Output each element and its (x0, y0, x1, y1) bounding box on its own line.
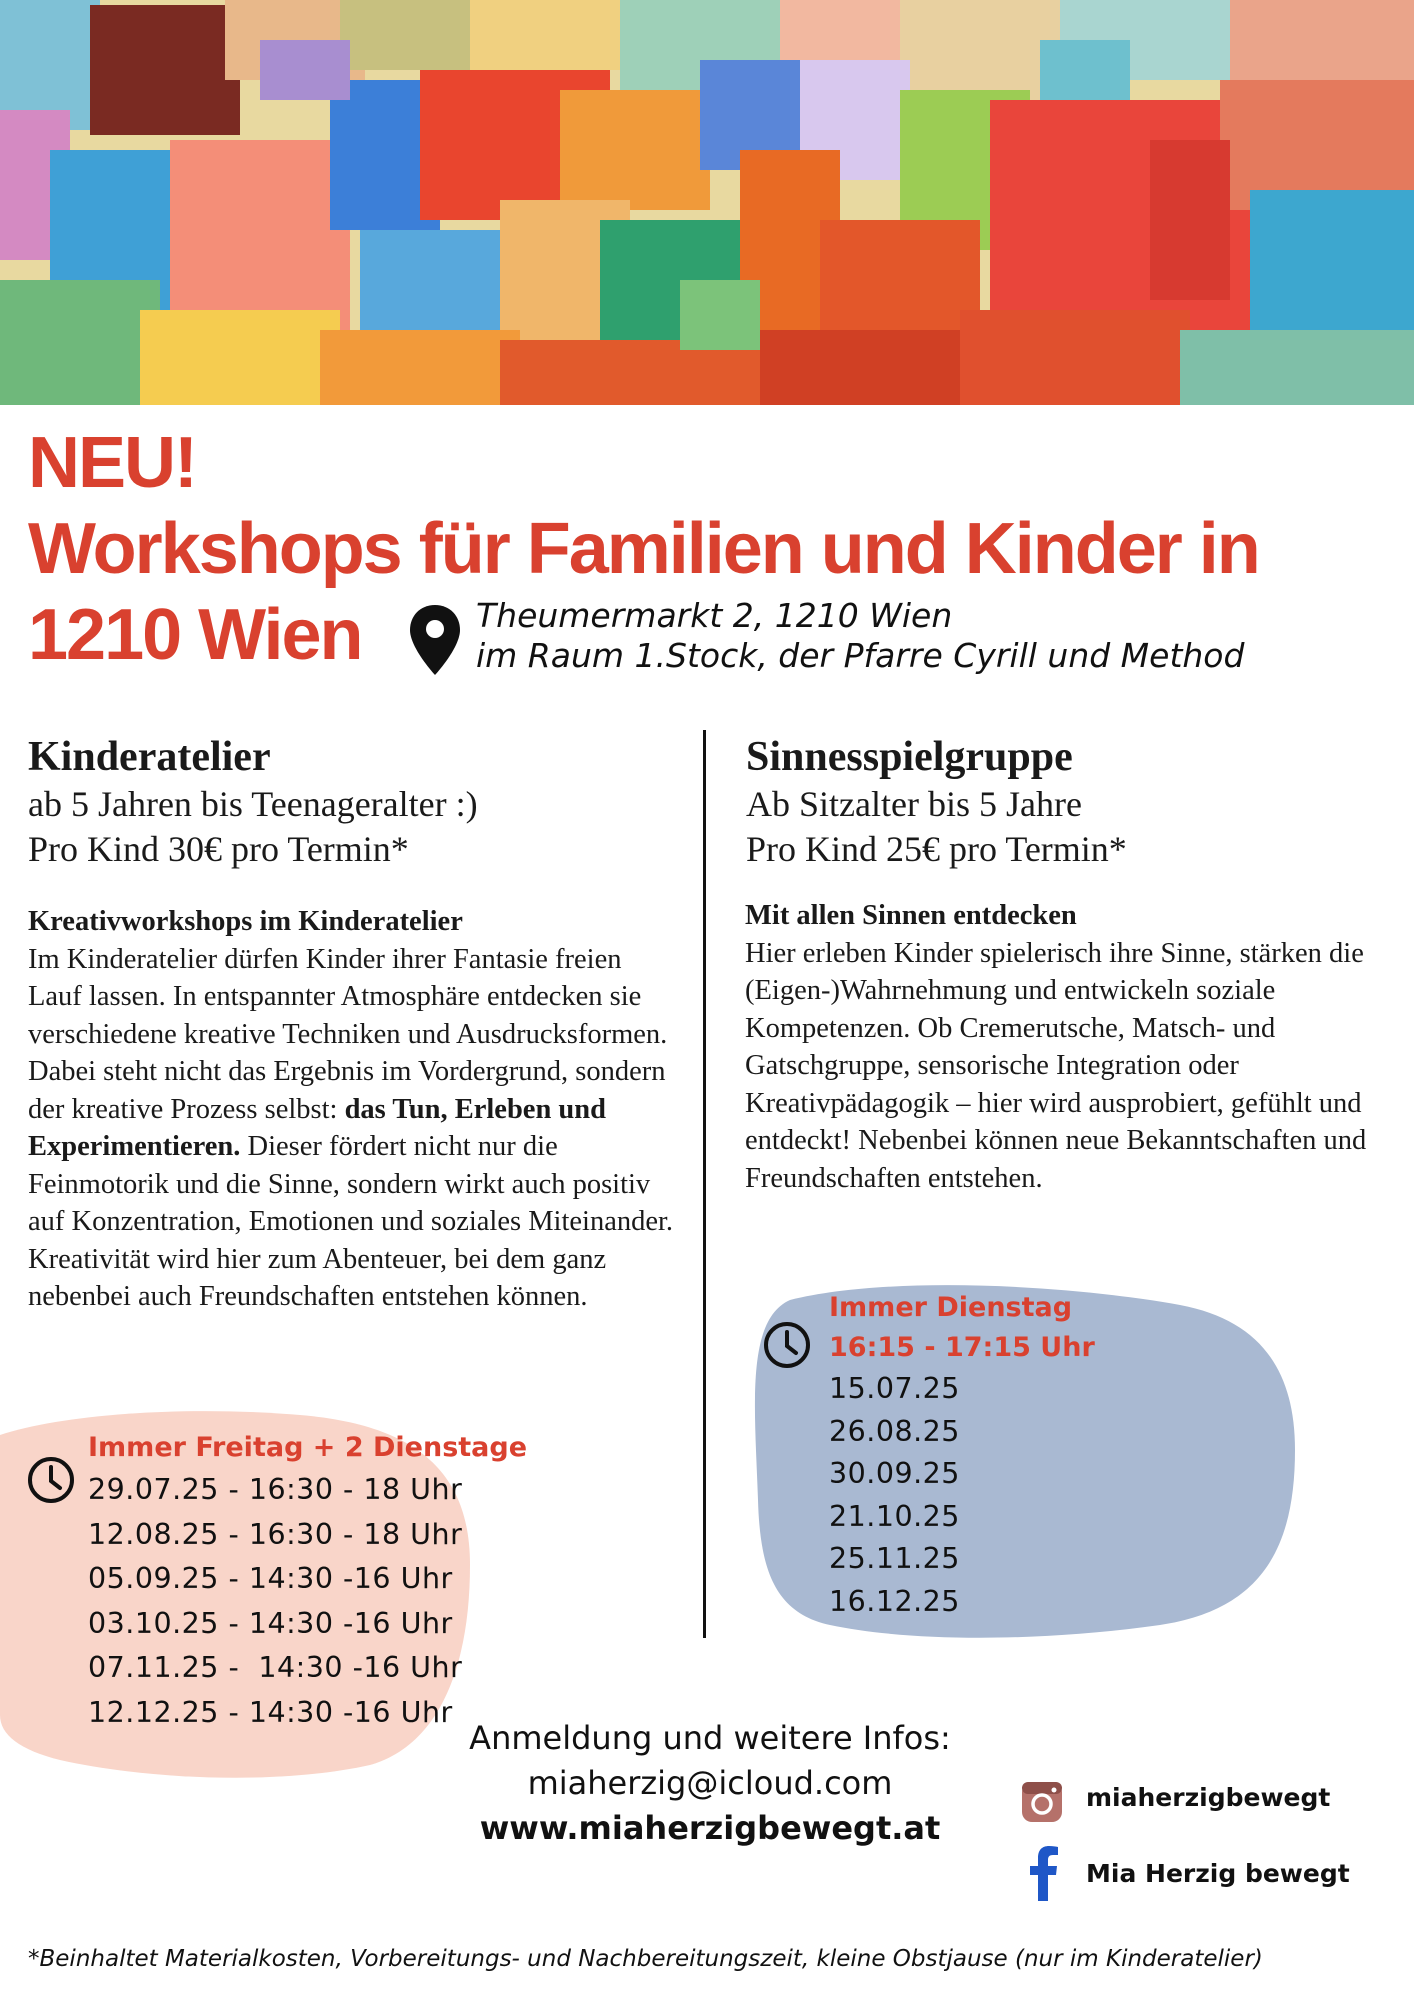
kinderatelier-schedule-heading: Immer Freitag + 2 Dienstage (88, 1432, 528, 1463)
address-line-1: Theumermarkt 2, 1210 Wien (476, 596, 953, 635)
sinnesspielgruppe-schedule-time: 16:15 - 17:15 Uhr (829, 1332, 1095, 1363)
schedule-date: 12.08.25 - 16:30 - 18 Uhr (88, 1517, 463, 1551)
sinnesspielgruppe-age: Ab Sitzalter bis 5 Jahre (746, 784, 1082, 824)
schedule-date: 25.11.25 (829, 1542, 960, 1575)
contact-label: Anmeldung und weitere Infos: (469, 1719, 951, 1757)
kinderatelier-body-post: Dieser fördert nicht nur die Feinmotorik und die Sinne, sondern wirkt auch positiv auf Konzentration, Emotionen und soziales Miteinander. Kreativität wird hier zum Abenteuer, bei dem ganz nebenbei auch Freundschaften entstehen können. (28, 1131, 674, 1312)
sinnesspielgruppe-section (746, 732, 1396, 872)
sinnesspielgruppe-description (745, 897, 1397, 1197)
instagram-icon[interactable] (1020, 1780, 1064, 1829)
sinnesspielgruppe-title: Sinnesspielgruppe (746, 734, 1073, 780)
headline-line-3: 1210 Wien (28, 595, 362, 675)
sinnesspielgruppe-price: Pro Kind 25€ pro Termin* (746, 829, 1127, 869)
schedule-date: 30.09.25 (829, 1457, 960, 1490)
kinderatelier-price: Pro Kind 30€ pro Termin* (28, 829, 409, 869)
clock-icon (762, 1320, 812, 1375)
schedule-date: 03.10.25 - 14:30 -16 Uhr (88, 1606, 453, 1640)
clock-icon (26, 1455, 76, 1510)
kinderatelier-body-bold: das Tun, Erleben und Experimentieren. (28, 1093, 606, 1162)
kinderatelier-body (28, 941, 676, 1316)
schedule-date: 16.12.25 (829, 1584, 960, 1618)
facebook-name[interactable]: Mia Herzig bewegt (1086, 1859, 1350, 1888)
kinderatelier-subtitle: Kreativworkshops im Kinderatelier (28, 906, 463, 937)
contact-email[interactable]: miaherzig@icloud.com (527, 1764, 893, 1802)
contact-info (420, 1716, 1000, 1851)
kinderatelier-schedule (88, 1428, 527, 1735)
headline-line-2: Workshops für Familien und Kinder in (28, 509, 1259, 589)
address (476, 596, 1244, 676)
schedule-date: 21.10.25 (829, 1499, 960, 1533)
schedule-date: 05.09.25 - 14:30 -16 Uhr (88, 1562, 453, 1595)
schedule-date: 15.07.25 (829, 1372, 960, 1405)
header-painting (0, 0, 1414, 405)
column-divider (703, 730, 706, 1638)
kinderatelier-body-pre: Im Kinderatelier dürfen Kinder ihrer Fantasie freien Lauf lassen. In entspannter Atmosphäre entdecken sie verschiedene kreative Techniken und Ausdrucksformen. Dabei steht nicht das Ergebnis im Vordergrund, sondern der kreative Prozess selbst: (28, 943, 668, 1125)
kinderatelier-title: Kinderatelier (28, 734, 271, 780)
schedule-date: 07.11.25 - 14:30 -16 Uhr (88, 1651, 463, 1684)
schedule-date: 12.12.25 - 14:30 -16 Uhr (88, 1695, 453, 1729)
sinnesspielgruppe-subtitle: Mit allen Sinnen entdecken (745, 900, 1077, 931)
sinnesspielgruppe-schedule-day: Immer Dienstag (829, 1292, 1073, 1323)
facebook-icon[interactable] (1028, 1845, 1058, 1906)
footnote: *Beinhaltet Materialkosten, Vorbereitungs- und Nachbereitungszeit, kleine Obstjause (nur im Kinderatelier) (28, 1946, 1263, 1972)
kinderatelier-description (28, 903, 676, 1316)
abstract-painting-image (0, 0, 1414, 405)
sinnesspielgruppe-schedule (829, 1288, 1095, 1623)
schedule-date: 26.08.25 (829, 1414, 960, 1448)
contact-website[interactable]: www.miaherzigbewegt.at (479, 1809, 941, 1847)
kinderatelier-age: ab 5 Jahren bis Teenageralter :) (28, 784, 478, 824)
schedule-date: 29.07.25 - 16:30 - 18 Uhr (88, 1473, 463, 1506)
sinnesspielgruppe-body: Hier erleben Kinder spielerisch ihre Sinne, stärken die (Eigen-)Wahrnehmung und entwickeln soziale Kompetenzen. Ob Cremerutsche, Matsch- und Gatschgruppe, sensorische Integration oder Kreativpädagogik – hier wird ausprobiert, gefühlt und entdeckt! Nebenbei können neue Bekanntschaften und Freundschaften entstehen. (745, 937, 1367, 1194)
address-line-2: im Raum 1.Stock, der Pfarre Cyrill und Method (476, 636, 1245, 675)
instagram-handle[interactable]: miaherzigbewegt (1086, 1783, 1331, 1812)
location-pin-icon (408, 603, 462, 677)
headline-line-1: NEU! (28, 423, 196, 503)
kinderatelier-section (28, 732, 678, 872)
